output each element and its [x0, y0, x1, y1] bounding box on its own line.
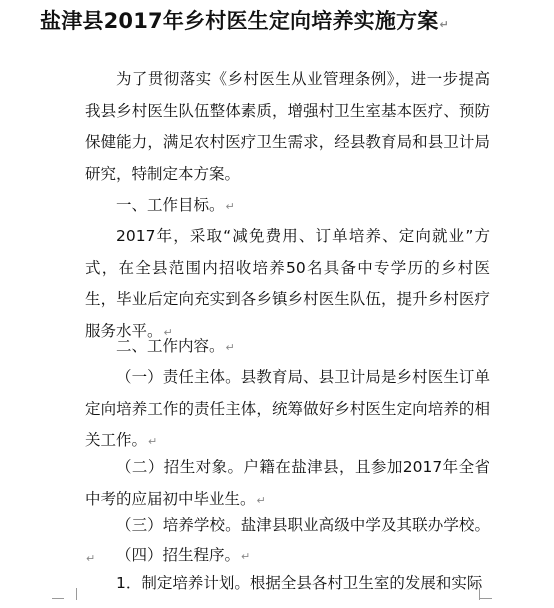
- document-title-text: 盐津县2017年乡村医生定向培养实施方案: [40, 9, 439, 33]
- heading-work-content: [85, 331, 490, 364]
- paragraph-text: （二）招生对象。户籍在盐津县，且参加2017年全省中考的应届初中毕业生。: [85, 458, 490, 508]
- paragraph-text: 为了贯彻落实《乡村医生从业管理条例》，进一步提高我县乡村医生队伍整体素质，增强村卫生室基本医疗、预防保健能力，满足农村医疗卫生需求，经县教育局和县卫计局研究，特制定本方案。: [85, 70, 490, 183]
- paragraph-responsible-party: [85, 362, 490, 458]
- paragraph-mark-icon: ↵: [256, 493, 266, 507]
- page-corner-mark-right: [479, 588, 492, 600]
- paragraph-mark-icon: ↵: [439, 18, 449, 31]
- paragraph-mark-icon: ↵: [148, 435, 158, 448]
- document-title: [40, 6, 530, 40]
- paragraph-text: （一）责任主体。县教育局、县卫计局是乡村医生订单定向培养工作的责任主体，统筹做好乡村医生定向培养的相关工作。: [85, 368, 490, 449]
- paragraph-mark-icon: ↵: [163, 325, 173, 339]
- paragraph-text: 2017年，采取“减免费用、订单培养、定向就业”方式，在全县范围内招收培养50名具备中专学历的乡村医生，毕业后定向充实到各乡镇乡村医生队伍，提升乡村医疗服务水平。: [85, 227, 490, 340]
- page-corner-mark-left: [64, 588, 77, 600]
- paragraph-training-plan: [85, 568, 490, 600]
- paragraph-enrollment-target: [85, 452, 490, 516]
- paragraph-mark-icon: ↵: [241, 550, 251, 563]
- paragraph-text: 一、工作目标。: [116, 196, 225, 214]
- paragraph-text: 1．制定培养计划。根据全县各村卫生室的发展和实际: [116, 574, 483, 592]
- paragraph-text: （三）培养学校。盐津县职业高级中学及其联办学校。: [116, 516, 490, 534]
- heading-work-goal: [85, 190, 490, 223]
- paragraph-text: （四）招生程序。: [116, 546, 241, 564]
- paragraph-intro: [85, 64, 490, 190]
- paragraph-text: 二、工作内容。: [116, 337, 225, 355]
- paragraph-mark-icon: ↵: [225, 200, 235, 213]
- paragraph-mark-icon: ↵: [86, 551, 96, 565]
- paragraph-goal-detail: [85, 221, 490, 348]
- paragraph-mark-icon: ↵: [225, 341, 235, 354]
